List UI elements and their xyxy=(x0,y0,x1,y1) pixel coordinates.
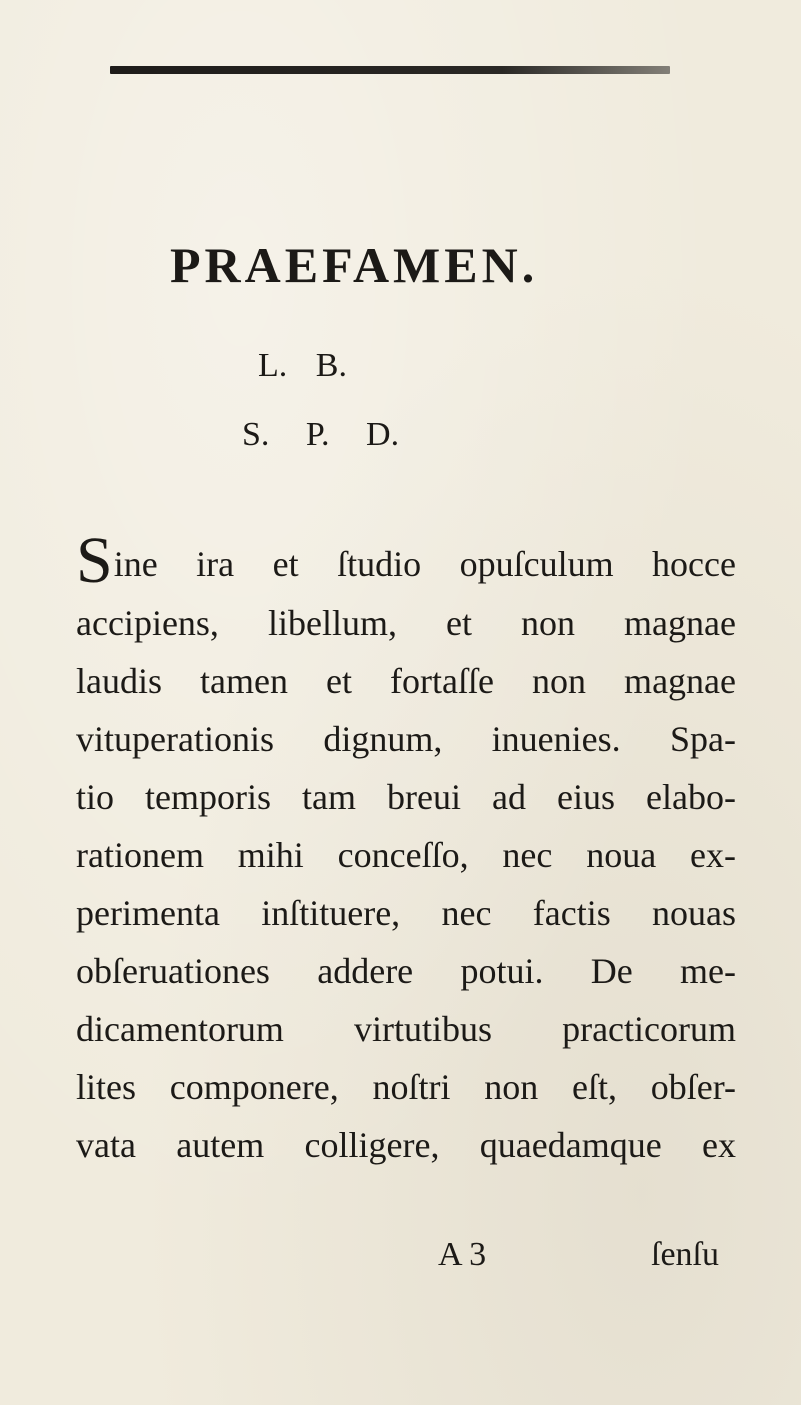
addressee: L. B. xyxy=(258,347,347,384)
text-line xyxy=(76,524,736,597)
text-line: laudis tamen et fortaſſe non magnae xyxy=(76,661,736,701)
text-line: obſeruationes addere potui. De me- xyxy=(76,951,736,991)
salutation: S. P. D. xyxy=(242,416,400,453)
text-line: accipiens, libellum, et non magnae xyxy=(76,603,736,643)
text-line: perimenta inſtituere, nec factis nouas xyxy=(76,893,736,933)
preface-text xyxy=(76,524,736,1174)
drop-cap: S xyxy=(76,524,113,597)
text-line: vituperationis dignum, inuenies. Spa- xyxy=(76,719,736,759)
top-rule xyxy=(110,66,670,74)
text-line: dicamentorum virtutibus practicorum xyxy=(76,1009,736,1049)
text-line-content: ine ira et ſtudio opuſculum hocce xyxy=(113,544,736,584)
text-line: lites componere, noſtri non eſt, obſer- xyxy=(76,1067,736,1107)
text-line: vata autem colligere, quaedamque ex xyxy=(76,1125,736,1165)
text-line: rationem mihi conceſſo, nec noua ex- xyxy=(76,835,736,875)
page-title: PRAEFAMEN. xyxy=(170,237,539,293)
catchword: ſenſu xyxy=(651,1236,719,1273)
signature-mark: A 3 xyxy=(438,1236,487,1273)
text-line: tio temporis tam breui ad eius elabo- xyxy=(76,777,736,817)
